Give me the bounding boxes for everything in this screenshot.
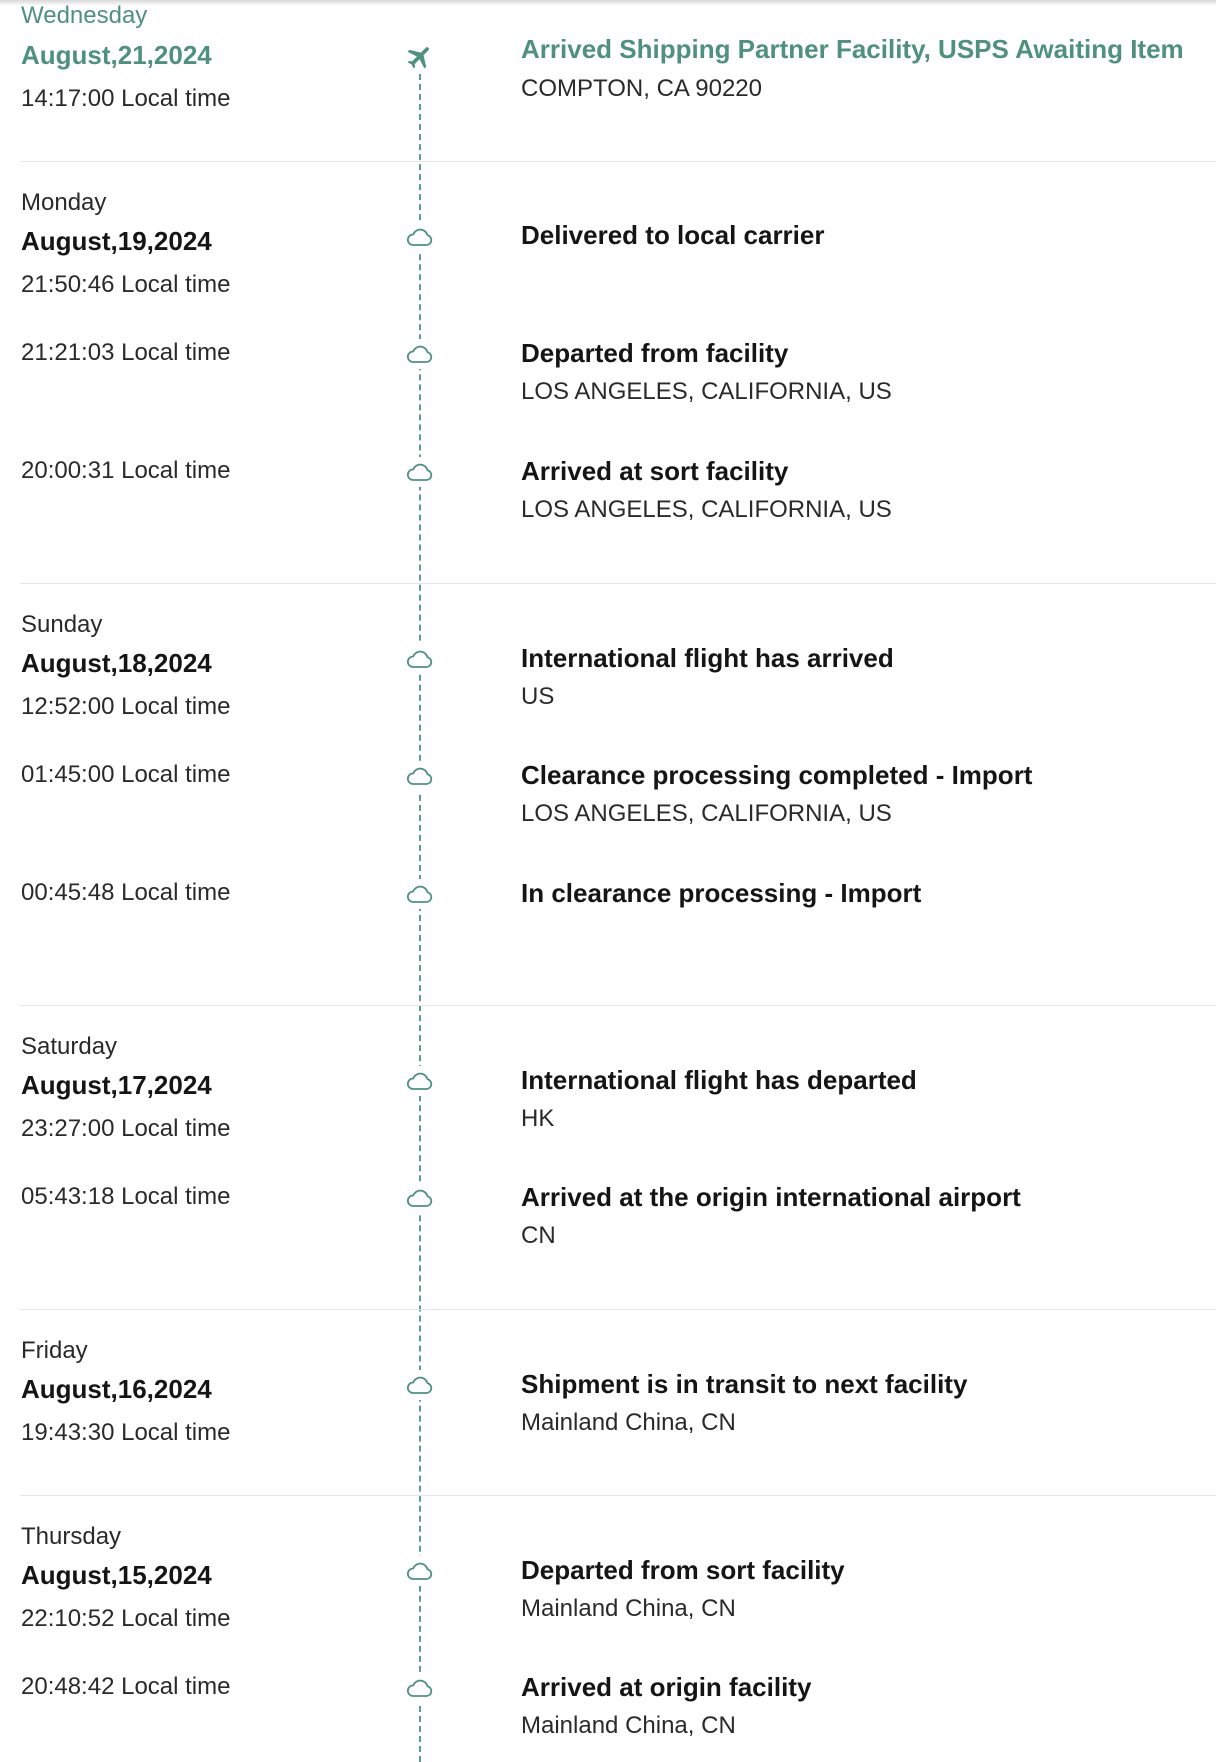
cloud-icon: [405, 879, 435, 909]
event-location: CN: [521, 1222, 556, 1249]
cloud-icon: [405, 222, 435, 252]
event-time: 23:27:00 Local time: [21, 1115, 231, 1142]
group-day: Sunday: [21, 611, 103, 638]
event-title: Arrived at the origin international airport: [521, 1182, 1021, 1212]
cloud-icon: [405, 1183, 435, 1213]
event-title: Shipment is in transit to next facility: [521, 1369, 968, 1399]
event-title: International flight has departed: [521, 1065, 917, 1095]
event-location: COMPTON, CA 90220: [521, 75, 762, 102]
event-time: 00:45:48 Local time: [21, 879, 231, 906]
cloud-icon: [405, 1370, 435, 1400]
event-title: Delivered to local carrier: [521, 220, 825, 250]
cloud-icon: [405, 1673, 435, 1703]
group-date: August,15,2024: [21, 1560, 212, 1590]
cloud-icon: [405, 339, 435, 369]
group-day: Thursday: [21, 1523, 122, 1550]
event-time: 22:10:52 Local time: [21, 1605, 231, 1632]
event-title: International flight has arrived: [521, 643, 894, 673]
group-date: August,18,2024: [21, 648, 212, 678]
cloud-icon: [405, 457, 435, 487]
event-time: 20:48:42 Local time: [21, 1673, 231, 1700]
event-location: Mainland China, CN: [521, 1409, 736, 1436]
event-location: HK: [521, 1105, 555, 1132]
group-divider: [20, 583, 1216, 584]
airplane-icon: [405, 42, 435, 72]
group-divider: [20, 1495, 1216, 1496]
event-title: Clearance processing completed - Import: [521, 760, 1033, 790]
group-divider: [20, 161, 1216, 162]
event-time: 19:43:30 Local time: [21, 1419, 231, 1446]
event-location: US: [521, 683, 555, 710]
event-time: 01:45:00 Local time: [21, 761, 231, 788]
group-date: August,16,2024: [21, 1374, 212, 1404]
cloud-icon: [405, 644, 435, 674]
group-date: August,19,2024: [21, 226, 212, 256]
event-time: 12:52:00 Local time: [21, 693, 231, 720]
event-title: Departed from facility: [521, 338, 789, 368]
cloud-icon: [405, 1556, 435, 1586]
group-divider: [20, 1309, 1216, 1310]
cloud-icon: [405, 761, 435, 791]
group-date: August,17,2024: [21, 1070, 212, 1100]
event-time: 21:50:46 Local time: [21, 271, 231, 298]
event-title: Arrived at sort facility: [521, 456, 789, 486]
event-time: 20:00:31 Local time: [21, 457, 231, 484]
event-time: 21:21:03 Local time: [21, 339, 231, 366]
event-location: Mainland China, CN: [521, 1595, 736, 1622]
event-time: 05:43:18 Local time: [21, 1183, 231, 1210]
group-date: August,21,2024: [21, 40, 212, 70]
group-day: Saturday: [21, 1033, 118, 1060]
event-location: Mainland China, CN: [521, 1712, 736, 1739]
event-location: LOS ANGELES, CALIFORNIA, US: [521, 496, 892, 523]
top-shadow: [0, 0, 1216, 6]
group-day: Wednesday: [21, 2, 148, 29]
event-title: In clearance processing - Import: [521, 878, 922, 908]
event-location: LOS ANGELES, CALIFORNIA, US: [521, 378, 892, 405]
event-title: Arrived Shipping Partner Facility, USPS Awaiting Item: [521, 34, 1184, 64]
event-title: Departed from sort facility: [521, 1555, 845, 1585]
event-location: LOS ANGELES, CALIFORNIA, US: [521, 800, 892, 827]
group-day: Monday: [21, 189, 107, 216]
group-divider: [20, 1005, 1216, 1006]
event-time: 14:17:00 Local time: [21, 85, 231, 112]
timeline-line: [419, 74, 421, 1762]
group-day: Friday: [21, 1337, 88, 1364]
event-title: Arrived at origin facility: [521, 1672, 812, 1702]
cloud-icon: [405, 1066, 435, 1096]
